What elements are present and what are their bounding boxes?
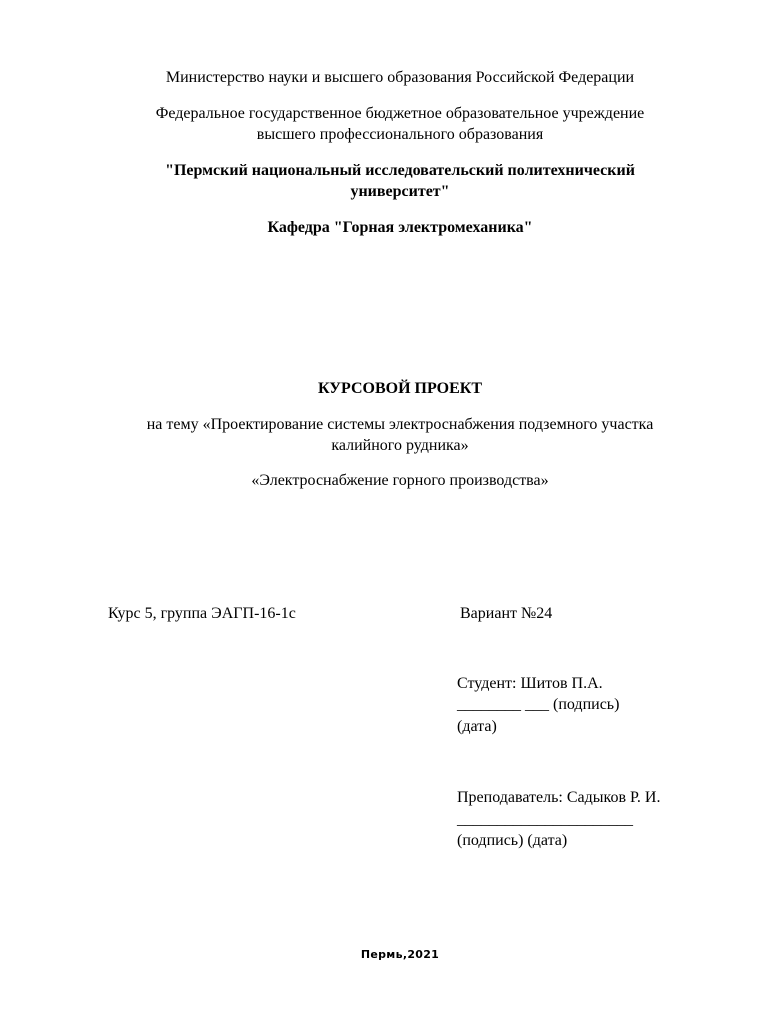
- topic-line-1: на тему «Проектирование системы электроснабжения подземного участка: [146, 416, 654, 433]
- institution-line-1: Федеральное государственное бюджетное образовательное учреждение: [155, 105, 645, 122]
- student-line: Студент: Шитов П.А.: [457, 675, 603, 692]
- topic-line-2: калийного рудника»: [331, 437, 469, 454]
- discipline-line: «Электроснабжение горного производства»: [251, 472, 549, 489]
- teacher-sign-date-line: (подпись) (дата): [457, 832, 568, 849]
- variant: Вариант №24: [460, 605, 553, 622]
- teacher-line: Преподаватель: Садыков Р. И.: [457, 789, 661, 806]
- document-heading: КУРСОВОЙ ПРОЕКТ: [317, 380, 483, 397]
- teacher-signature-line: ______________________: [457, 811, 633, 828]
- university-line-2: университет": [350, 183, 450, 200]
- student-date-line: (дата): [457, 718, 497, 735]
- student-signature-line: ________ ___ (подпись): [457, 696, 620, 713]
- city-year: Пермь,2021: [360, 948, 440, 961]
- ministry-line: Министерство науки и высшего образования Российской Федерации: [165, 69, 635, 86]
- university-line-1: "Пермский национальный исследовательский политехнический: [165, 162, 635, 179]
- department-line: Кафедра "Горная электромеханика": [267, 219, 533, 236]
- institution-line-2: высшего профессионального образования: [256, 126, 544, 143]
- course-group: Курс 5, группа ЭАГП-16-1с: [108, 605, 296, 622]
